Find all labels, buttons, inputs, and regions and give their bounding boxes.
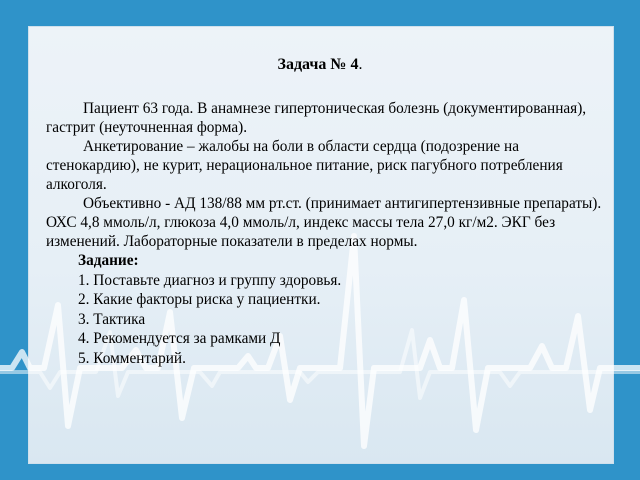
slide-title-label: Задача № 4	[277, 56, 359, 73]
slide-title	[0, 56, 640, 74]
task-item-1: 1. Поставьте диагноз и группу здоровья.	[78, 271, 342, 289]
case-paragraph-objective: Объективно - АД 138/88 мм рт.ст. (принимает антигипертензивные препараты). ОХС 4,8 ммоль/л, глюкоза 4,0 ммоль/л, индекс массы тела 27,0 кг/м2. ЭКГ без изменений. Лабораторные показатели в пределах нормы.	[46, 195, 602, 250]
case-paragraph-patient: Пациент 63 года. В анамнезе гипертоническая болезнь (документированная), гастрит (неуточненная форма).	[46, 100, 587, 136]
slide-title-suffix: .	[358, 56, 363, 73]
task-heading: Задание:	[78, 252, 139, 269]
task-list	[78, 251, 614, 368]
slide-body	[46, 99, 614, 368]
task-item-5: 5. Комментарий.	[78, 349, 186, 367]
task-item-2: 2. Какие факторы риска у пациентки.	[78, 291, 321, 308]
task-item-4: 4. Рекомендуется за рамками Д	[78, 330, 281, 347]
task-item-3: 3. Тактика	[78, 310, 146, 328]
case-paragraph-survey: Анкетирование – жалобы на боли в области сердца (подозрение на стенокардию), не курит, нерациональное питание, риск пагубного потребления алкоголя.	[46, 138, 563, 193]
